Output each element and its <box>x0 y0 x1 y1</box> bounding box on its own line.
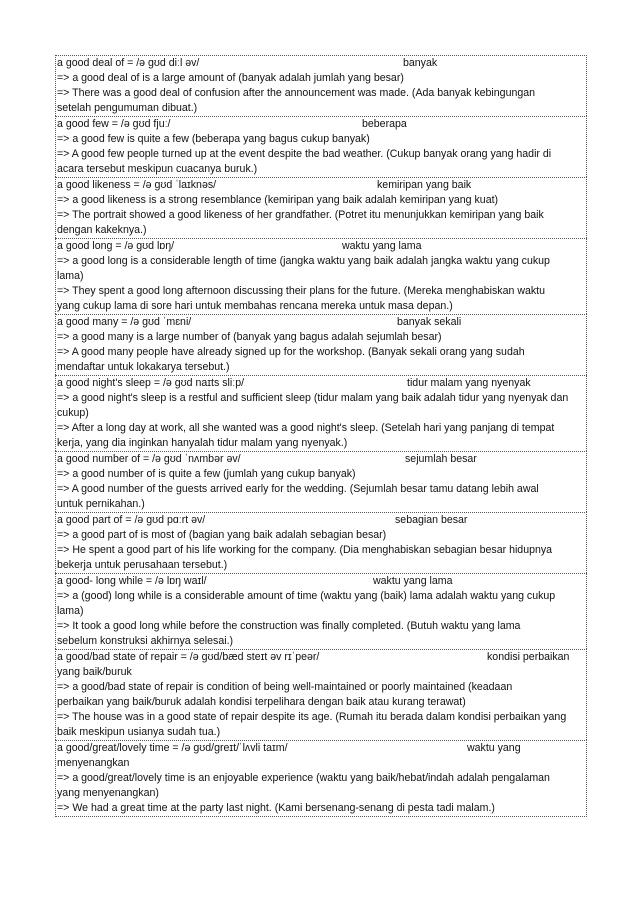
vocab-entry <box>55 451 587 512</box>
entry-text-line: => a good part of is most of (bagian yang baik adalah sebagian besar) <box>57 529 387 541</box>
entry-translation: tidur malam yang nyenyak <box>407 377 531 389</box>
entry-translation: waktu yang <box>467 742 521 754</box>
entry-headword: a good part of = /ə ɡʊd pɑːrt əv/ <box>57 514 206 526</box>
entry-text-line: => After a long day at work, all she wanted was a good night's sleep. (Setelah hari yang panjang di tempat <box>57 422 555 434</box>
entry-text-line: setelah pengumuman dibuat.) <box>57 102 198 114</box>
entry-translation: kemiripan yang baik <box>377 179 472 191</box>
vocabulary-list <box>55 55 587 817</box>
entry-text-line: => a good number of is quite a few (jumlah yang cukup banyak) <box>57 468 356 480</box>
entry-text-line: => a good/bad state of repair is condition of being well-maintained or poorly maintained (keadaan <box>57 681 513 693</box>
entry-text-line: => We had a great time at the party last night. (Kami bersenang-senang di pesta tadi malam.) <box>57 802 495 814</box>
entry-text-line: cukup) <box>57 407 89 419</box>
vocab-entry <box>55 740 587 817</box>
entry-text-line: => a good few is quite a few (beberapa yang bagus cukup banyak) <box>57 133 370 145</box>
vocab-entry <box>55 314 587 375</box>
entry-headword: a good/bad state of repair = /ə ɡʊd/bæd steɪt əv rɪˈpeər/ <box>57 651 320 663</box>
vocab-entry <box>55 177 587 238</box>
entry-translation: beberapa <box>362 118 407 130</box>
entry-headword-line <box>57 574 585 589</box>
entry-text-line: => a (good) long while is a considerable amount of time (waktu yang (baik) lama adalah waktu yang cukup <box>57 590 556 602</box>
entry-text-line: => a good likeness is a strong resemblance (kemiripan yang baik adalah kemiripan yang kuat) <box>57 194 499 206</box>
entry-headword: a good many = /ə ɡʊd ˈmɛni/ <box>57 316 192 328</box>
entry-text-line: => a good long is a considerable length of time (jangka waktu yang baik adalah jangka waktu yang cukup <box>57 255 550 267</box>
entry-text-line: => a good night's sleep is a restful and sufficient sleep (tidur malam yang baik adalah tidur yang nyenyak dan <box>57 392 569 404</box>
entry-translation: sejumlah besar <box>405 453 477 465</box>
entry-text-line: => It took a good long while before the construction was finally completed. (Butuh waktu yang lama <box>57 620 521 632</box>
entry-translation: waktu yang lama <box>342 240 422 252</box>
entry-text-line: dengan kakeknya.) <box>57 224 147 236</box>
entry-translation: sebagian besar <box>395 514 468 526</box>
entry-text-line: => They spent a good long afternoon discussing their plans for the future. (Mereka menghabiskan waktu <box>57 285 546 297</box>
vocab-entry <box>55 55 587 116</box>
entry-headword: a good long = /ə ɡʊd lɒŋ/ <box>57 240 175 252</box>
entry-headword-line <box>57 452 585 467</box>
vocab-entry <box>55 375 587 451</box>
entry-text-line: => a good/great/lovely time is an enjoyable experience (waktu yang baik/hebat/indah adalah pengalaman <box>57 772 550 784</box>
entry-text-line: => He spent a good part of his life working for the company. (Dia menghabiskan sebagian besar hidupnya <box>57 544 553 556</box>
vocab-entry <box>55 512 587 573</box>
entry-text-line: lama) <box>57 270 84 282</box>
entry-headword: a good likeness = /ə ɡʊd ˈlaɪknəs/ <box>57 179 217 191</box>
entry-text-line: => The portrait showed a good likeness of her grandfather. (Potret itu menunjukkan kemiripan yang baik <box>57 209 544 221</box>
entry-translation: kondisi perbaikan <box>487 651 570 663</box>
entry-headword: a good number of = /ə ɡʊd ˈnʌmbər əv/ <box>57 453 241 465</box>
entry-translation: waktu yang lama <box>373 575 453 587</box>
entry-text-line: yang baik/buruk <box>57 666 132 678</box>
entry-headword-line <box>57 178 585 193</box>
entry-headword-line <box>57 376 585 391</box>
vocab-entry <box>55 649 587 740</box>
vocab-entry <box>55 573 587 649</box>
entry-text-line: mendaftar untuk lokakarya tersebut.) <box>57 361 230 373</box>
vocab-entry <box>55 116 587 177</box>
entry-text-line: => A good few people turned up at the event despite the bad weather. (Cukup banyak orang yang hadir di <box>57 148 552 160</box>
entry-text-line: => The house was in a good state of repair despite its age. (Rumah itu berada dalam kondisi perbaikan yang <box>57 711 567 723</box>
entry-text-line: => A good number of the guests arrived early for the wedding. (Sejumlah besar tamu datang lebih awal <box>57 483 539 495</box>
entry-headword-line <box>57 315 585 330</box>
entry-text-line: bekerja untuk perusahaan tersebut.) <box>57 559 228 571</box>
entry-translation: banyak <box>403 57 438 69</box>
vocab-entry <box>55 238 587 314</box>
entry-headword: a good night's sleep = /ə ɡʊd naɪts sliːp/ <box>57 377 245 389</box>
entry-text-line: yang menyenangkan) <box>57 787 159 799</box>
entry-translation: banyak sekali <box>397 316 462 328</box>
entry-headword-line <box>57 117 585 132</box>
entry-headword: a good deal of = /ə ɡʊd diːl əv/ <box>57 57 200 69</box>
entry-headword: a good/great/lovely time = /ə ɡʊd/ɡreɪt/ˈlʌvli taɪm/ <box>57 742 288 754</box>
entry-headword-line <box>57 239 585 254</box>
entry-headword-line <box>57 741 585 756</box>
entry-headword: a good- long while = /ə lɒŋ waɪl/ <box>57 575 207 587</box>
entry-text-line: => a good deal of is a large amount of (banyak adalah jumlah yang besar) <box>57 72 404 84</box>
entry-text-line: baik meskipun usianya sudah tua.) <box>57 726 221 738</box>
entry-text-line: kerja, yang dia inginkan hanyalah tidur malam yang nyenyak.) <box>57 437 348 449</box>
entry-text-line: => There was a good deal of confusion after the announcement was made. (Ada banyak kebingungan <box>57 87 536 99</box>
entry-text-line: => a good many is a large number of (banyak yang bagus adalah sejumlah besar) <box>57 331 442 343</box>
entry-headword-line <box>57 650 585 665</box>
entry-text-line: untuk pernikahan.) <box>57 498 145 510</box>
entry-text-line: acara tersebut meskipun cuacanya buruk.) <box>57 163 258 175</box>
entry-text-line: lama) <box>57 605 84 617</box>
entry-text-line: menyenangkan <box>57 757 130 769</box>
entry-text-line: yang cukup lama di sore hari untuk membahas rencana mereka untuk masa depan.) <box>57 300 453 312</box>
entry-text-line: sebelum konstruksi akhirnya selesai.) <box>57 635 234 647</box>
entry-text-line: perbaikan yang baik/buruk adalah kondisi terpelihara dengan baik atau kurang terawat) <box>57 696 466 708</box>
entry-headword: a good few = /ə ɡʊd fjuː/ <box>57 118 171 130</box>
entry-text-line: => A good many people have already signed up for the workshop. (Banyak sekali orang yang sudah <box>57 346 525 358</box>
entry-headword-line <box>57 56 585 71</box>
entry-headword-line <box>57 513 585 528</box>
